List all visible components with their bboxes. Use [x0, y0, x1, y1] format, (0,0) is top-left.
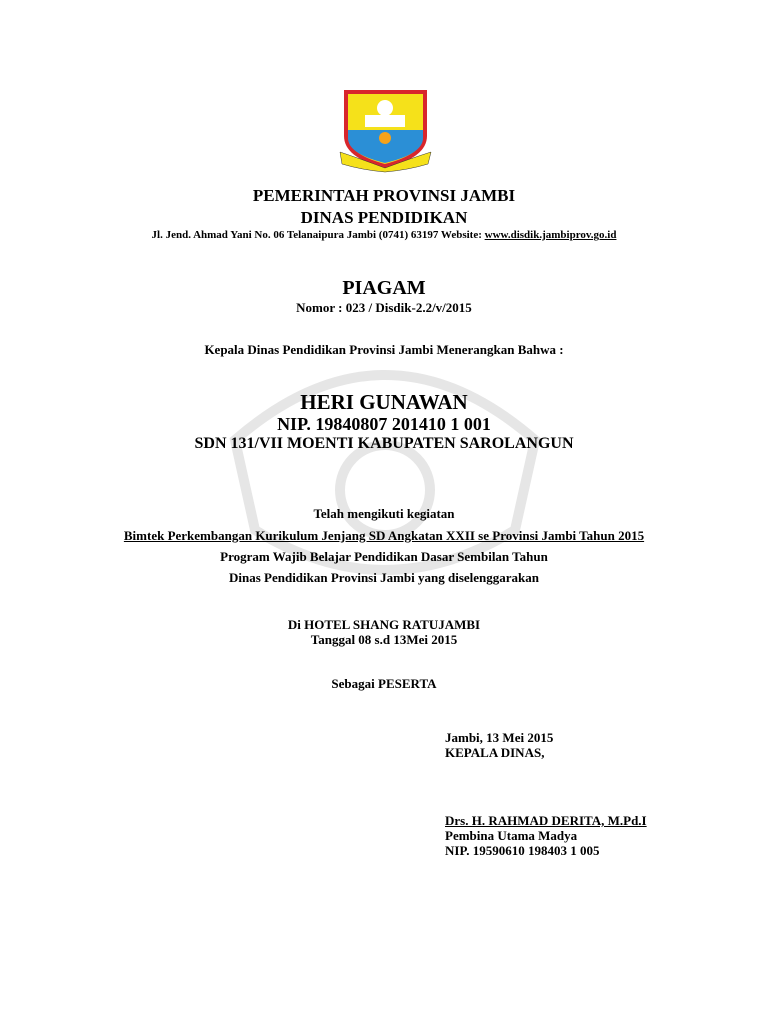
event-date: Tanggal 08 s.d 13Mei 2015 [310, 632, 458, 647]
intro-text: Kepala Dinas Pendidikan Provinsi Jambi Menerangkan Bahwa : [204, 342, 564, 357]
body-line-4: Dinas Pendidikan Provinsi Jambi yang diselenggarakan [228, 570, 540, 585]
address-line [0, 229, 768, 241]
place-date: Jambi, 13 Mei 2015 [445, 730, 554, 745]
signer-position: KEPALA DINAS, [445, 745, 545, 760]
signer-rank: Pembina Utama Madya [445, 828, 578, 843]
body-line-1: Telah mengikuti kegiatan [313, 506, 455, 521]
venue: Di HOTEL SHANG RATUJAMBI [287, 617, 481, 632]
agency-name: DINAS PENDIDIKAN [300, 208, 468, 227]
address: Jl. Jend. Ahmad Yani No. 06 Telanaipura Jambi (0741) 63197 Website: [151, 229, 485, 241]
website-link[interactable]: www.disdik.jambiprov.go.id [484, 229, 617, 241]
participant-role: Sebagai PESERTA [331, 676, 437, 691]
signer-nip: NIP. 19590610 198403 1 005 [445, 843, 600, 858]
document-title: PIAGAM [342, 277, 426, 299]
recipient-nip: NIP. 19840807 201410 1 001 [277, 414, 491, 434]
recipient-school: SDN 131/VII MOENTI KABUPATEN SAROLANGUN [194, 435, 574, 452]
government-name: PEMERINTAH PROVINSI JAMBI [252, 186, 516, 205]
recipient-name: HERI GUNAWAN [300, 390, 468, 414]
event-name: Bimtek Perkembangan Kurikulum Jenjang SD Angkatan XXII se Provinsi Jambi Tahun 2015 [123, 528, 645, 543]
jambi-province-logo [338, 88, 433, 173]
body-line-3: Program Wajib Belajar Pendidikan Dasar Sembilan Tahun [220, 549, 548, 564]
document-number: Nomor : 023 / Disdik-2.2/v/2015 [296, 300, 472, 315]
signer-name: Drs. H. RAHMAD DERITA, M.Pd.I [445, 813, 647, 828]
